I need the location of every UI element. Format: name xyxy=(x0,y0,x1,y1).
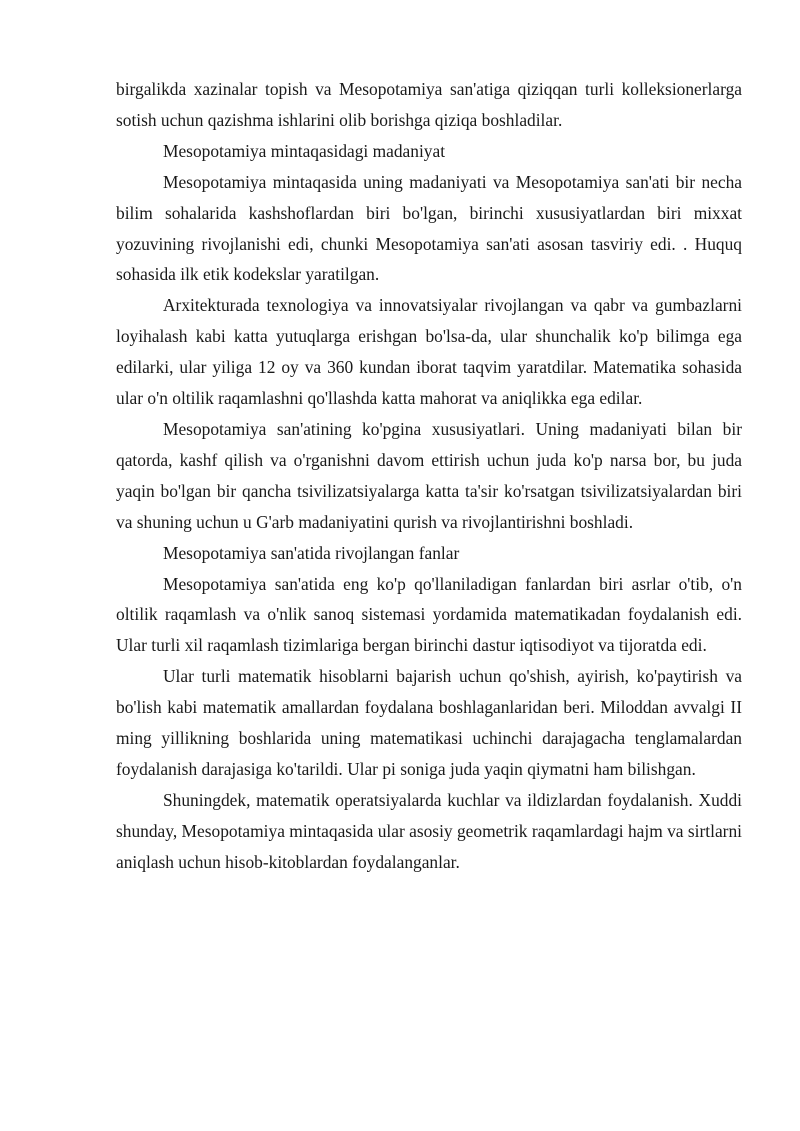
paragraph: Ular turli matematik hisoblarni bajarish uchun qo'shish, ayirish, ko'paytirish va bo'lish kabi matematik amallardan foydalana boshlaganlaridan beri. Miloddan avvalgi II ming yillikning boshlarida uning matematikasi uchinchi darajagacha tenglamalardan foydalanish darajasiga ko'tarildi. Ular pi soniga juda yaqin qiymatni ham bilishgan. xyxy=(116,666,742,779)
paragraph: Arxitekturada texnologiya va innovatsiyalar rivojlangan va qabr va gumbazlarni loyihalash kabi katta yutuqlarga erishgan bo'lsa-da, ular shunchalik ko'p bilimga ega edilarki, ular yiliga 12 oy va 360 kundan iborat taqvim yaratdilar. Matematika sohasida ular o'n oltilik raqamlashni qo'llashda katta mahorat va aniqlikka ega edilar. xyxy=(116,295,742,409)
document-page xyxy=(116,74,742,878)
paragraph: Shuningdek, matematik operatsiyalarda kuchlar va ildizlardan foydalanish. Xuddi shunday, Mesopotamiya mintaqasida ular asosiy geometrik raqamlardagi hajm va sirtlarni aniqlash uchun hisob-kitoblardan foydalanganlar. xyxy=(116,789,742,872)
paragraph-continuation: birgalikda xazinalar topish va Mesopotamiya san'atiga qiziqqan turli kolleksionerlarga sotish uchun qazishma ishlarini olib borishga qiziqa boshladilar. xyxy=(116,79,742,130)
section-heading-sciences: Mesopotamiya san'atida rivojlangan fanlar xyxy=(163,542,460,563)
paragraph: Mesopotamiya san'atida eng ko'p qo'llaniladigan fanlardan biri asrlar o'tib, o'n oltilik raqamlash va o'nlik sanoq sistemasi yordamida matematikadan foydalanish edi. Ular turli xil raqamlash tizimlariga bergan birinchi dastur iqtisodiyot va tijoratda edi. xyxy=(116,573,742,656)
paragraph: Mesopotamiya san'atining ko'pgina xususiyatlari. Uning madaniyati bilan bir qatorda, kashf qilish va o'rganishni davom ettirish uchun juda ko'p narsa bor, bu juda yaqin bo'lgan bir qancha tsivilizatsiyalarga katta ta'sir ko'rsatgan tsivilizatsiyalardan biri va shuning uchun u G'arb madaniyatini qurish va rivojlantirishni boshladi. xyxy=(116,418,742,532)
paragraph: Mesopotamiya mintaqasida uning madaniyati va Mesopotamiya san'ati bir necha bilim sohalarida kashshoflardan biri bo'lgan, birinchi xususiyatlardan biri mixxat yozuvining rivojlanishi edi, chunki Mesopotamiya san'ati asosan tasviriy edi. . Huquq sohasida ilk etik kodekslar yaratilgan. xyxy=(116,171,742,285)
section-heading-culture: Mesopotamiya mintaqasidagi madaniyat xyxy=(163,140,446,161)
